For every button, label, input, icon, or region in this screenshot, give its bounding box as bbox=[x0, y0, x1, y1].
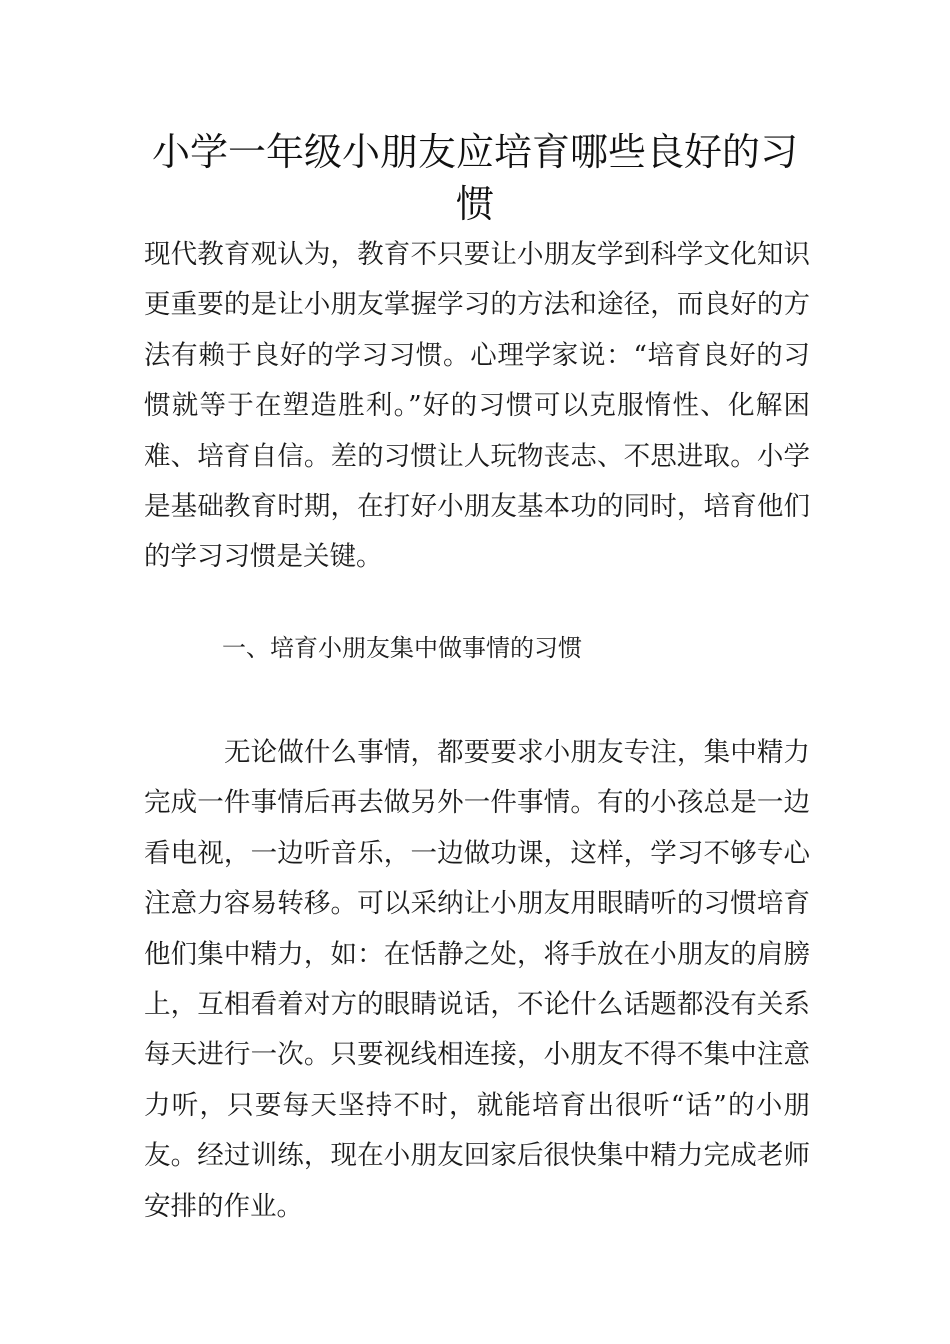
intro-paragraph: 现代教育观认为，教育不只要让小朋友学到科学文化知识更重要的是让小朋友掌握学习的方法和途径，而良好的方法有赖于良好的学习习惯。心理学家说：“培育良好的习惯就等于在塑造胜利。”好的习惯可以克服惰性、化解困难、培育自信。差的习惯让人玩物丧志、不思进取。小学是基础教育时期，在打好小朋友基本功的同时，培育他们的学习习惯是关键。 bbox=[144, 239, 810, 573]
section-heading: 一、培育小朋友集中做事情的习惯 bbox=[222, 634, 582, 662]
section-paragraph bbox=[144, 728, 810, 1232]
section-paragraph-text: 无论做什么事情，都要要求小朋友专注，集中精力完成一件事情后再去做另外一件事情。有的小孩总是一边看电视，一边听音乐，一边做功课，这样，学习不够专心注意力容易转移。可以采纳让小朋友用眼睛听的习惯培育他们集中精力，如：在恬静之处，将手放在小朋友的肩膀上，互相看着对方的眼睛说话，不论什么话题都没有关系每天进行一次。只要视线相连接，小朋友不得不集中注意力听，只要每天坚持不时，就能培育出很听“话”的小朋友。经过训练，现在小朋友回家后很快集中精力完成老师安排的作业。 bbox=[144, 737, 810, 1222]
document-title: 小学一年级小朋友应培育哪些良好的习惯 bbox=[151, 130, 798, 226]
